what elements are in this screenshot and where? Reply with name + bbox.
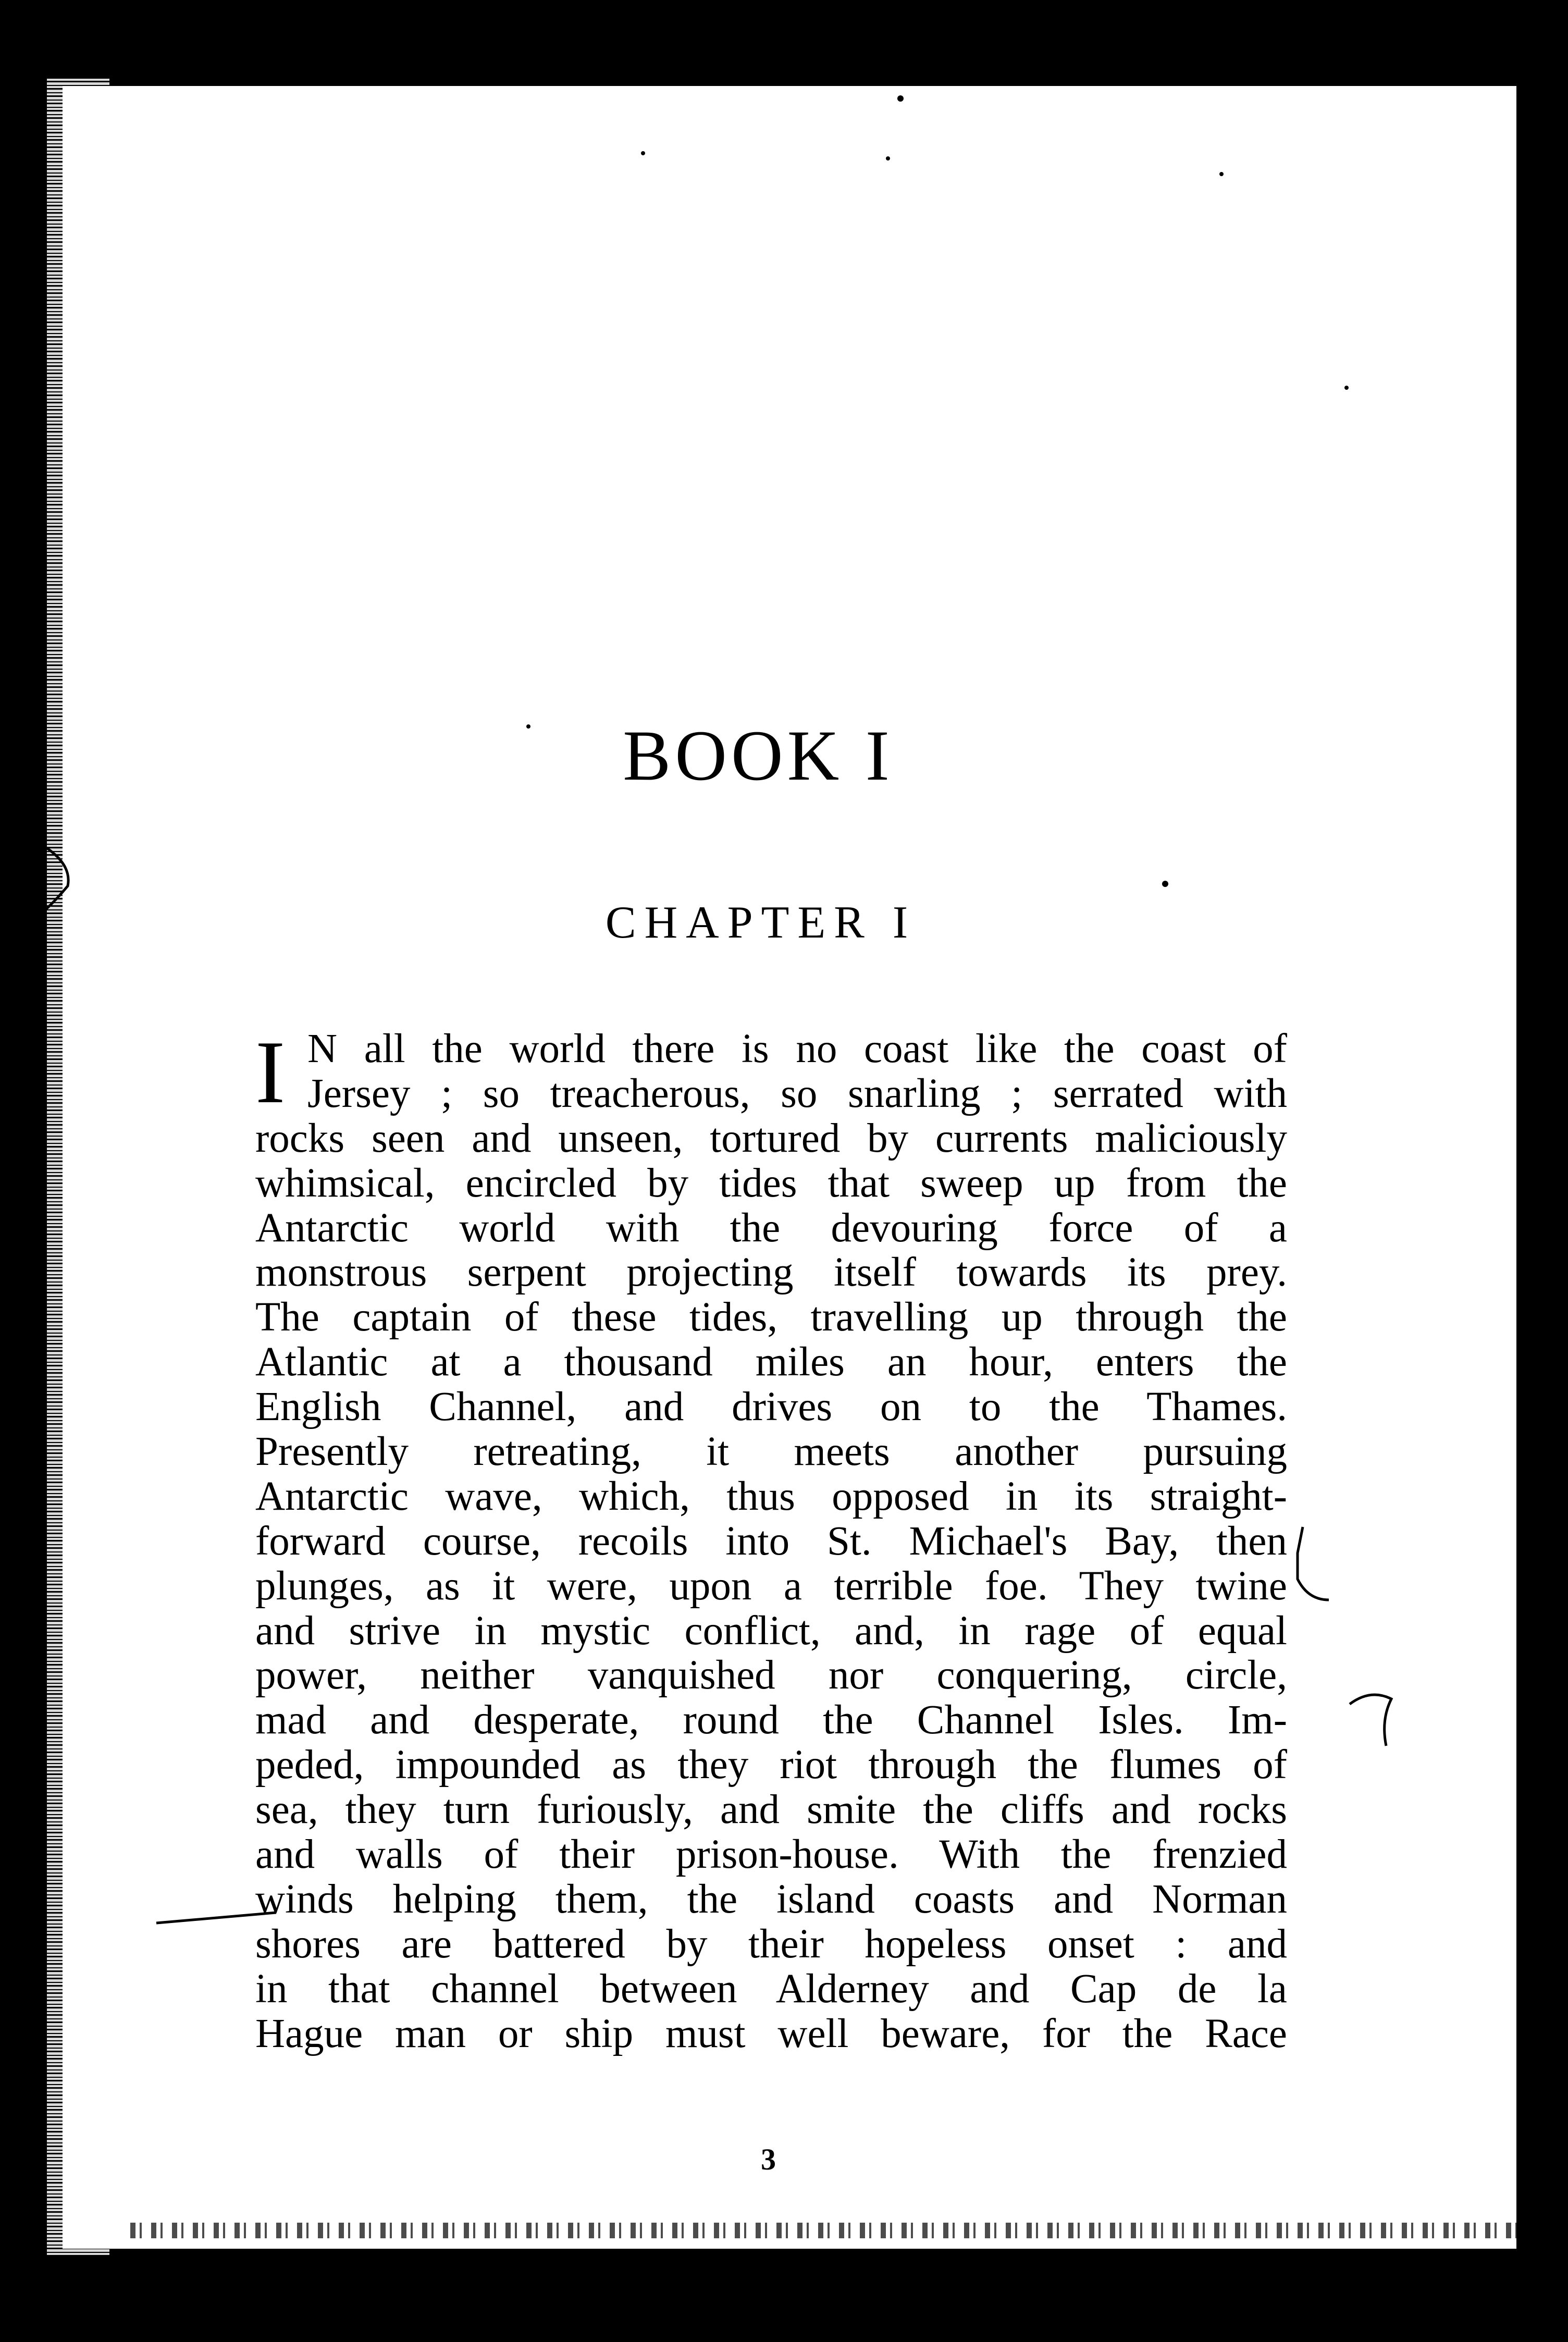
speck — [641, 151, 645, 155]
text-line: Presently retreating, it meets another pursuing — [255, 1429, 1287, 1475]
text-line: Hague man or ship must well beware, for the Race — [255, 2011, 1287, 2056]
margin-hook-mark — [1344, 1688, 1407, 1751]
page-bottom-edge — [130, 2223, 1516, 2238]
text-line: N all the world there is no coast like the coast of — [307, 1026, 1287, 1071]
margin-bracket-mark — [1292, 1522, 1334, 1605]
text-line: plunges, as it were, upon a terrible foe. They twine — [255, 1563, 1287, 1609]
text-line: power, neither vanquished nor conquering, circle, — [255, 1653, 1287, 1698]
text-line: mad and desperate, round the Channel Isles. Im- — [255, 1697, 1287, 1743]
book-title: BOOK I — [623, 716, 894, 795]
speck — [897, 95, 904, 102]
margin-line-mark — [151, 1902, 281, 1933]
chapter-title: CHAPTER I — [605, 897, 917, 948]
text-line: Jersey ; so treacherous, so snarling ; serrated with — [307, 1070, 1287, 1116]
speck — [1162, 881, 1168, 887]
body-text — [255, 1023, 1287, 2056]
speck — [886, 156, 890, 161]
speck — [1219, 172, 1224, 176]
text-line: Atlantic at a thousand miles an hour, enters the — [255, 1339, 1287, 1385]
margin-curl-mark — [21, 834, 83, 928]
text-line: in that channel between Alderney and Cap de la — [255, 1966, 1287, 2012]
text-line: rocks seen and unseen, tortured by currents maliciously — [255, 1115, 1287, 1161]
text-line: The captain of these tides, travelling up through the — [255, 1295, 1287, 1340]
text-line: forward course, recoils into St. Michael's Bay, then — [255, 1518, 1287, 1564]
text-line: whimsical, encircled by tides that sweep up from the — [255, 1160, 1287, 1206]
text-line: Antarctic wave, which, thus opposed in its straight- — [255, 1473, 1287, 1519]
text-line: winds helping them, the island coasts and Norman — [255, 1876, 1287, 1922]
text-line: Antarctic world with the devouring force of a — [255, 1205, 1287, 1251]
drop-cap: I — [255, 1023, 286, 1122]
text-line: shores are battered by their hopeless onset : and — [255, 1921, 1287, 1967]
text-line: and walls of their prison-house. With the frenzied — [255, 1832, 1287, 1878]
text-line: peded, impounded as they riot through the flumes of — [255, 1742, 1287, 1788]
text-line: English Channel, and drives on to the Thames. — [255, 1384, 1287, 1430]
text-line: sea, they turn furiously, and smite the cliffs and rocks — [255, 1787, 1287, 1833]
text-line: monstrous serpent projecting itself towards its prey. — [255, 1250, 1287, 1296]
speck — [1344, 386, 1349, 390]
text-line: and strive in mystic conflict, and, in rage of equal — [255, 1608, 1287, 1654]
page-number: 3 — [761, 2142, 776, 2176]
